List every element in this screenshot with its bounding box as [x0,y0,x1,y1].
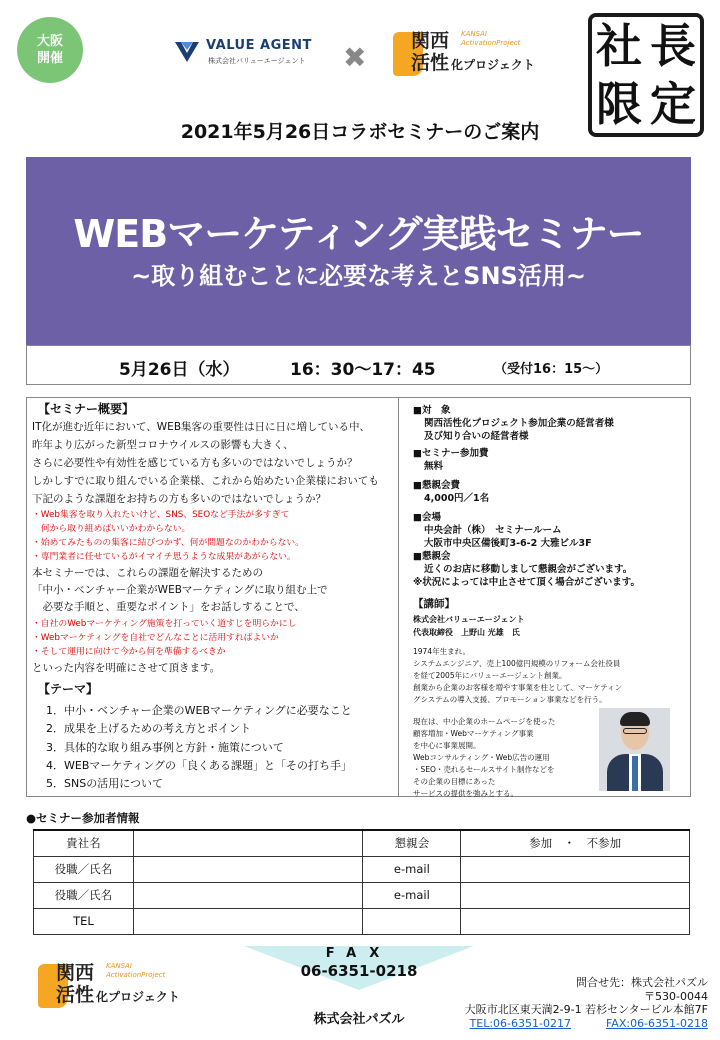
venue-line: 中央会計（株） セミナールーム [424,525,562,536]
overview-closing: といった内容を明確にさせて頂きます。 [32,662,221,674]
bio-line: システムエンジニア、売上100億円規模のリフォーム会社役員 [413,659,621,668]
party-label: ■懇親会 [413,551,451,562]
issue-line: ・始めてみたものの集客に結びつかず、何が問題なのかわからない。 [32,538,305,548]
overview-line: IT化が進む近年において、WEB集客の重要性は日に日に増している中、 [32,421,371,433]
lecturer-company: 株式会社バリューエージェント [413,615,525,624]
kansai-logo-text: 関西 活性 [411,30,450,74]
seminar-title: WEBマーケティング実践セミナー [73,212,644,256]
bio-line: を経て2005年にバリューエージェント創業。 [413,671,567,680]
kansai-logo-en: KANSAI ActivationProject [106,962,166,979]
goal-line: ・そして運用に向けて今から何を準備するべきか [32,647,226,657]
overview-line: 昨年より広がった新型コロナウイルスの影響も大きく、 [32,439,294,451]
contact-line: 〒530-0044 [644,989,708,1003]
email-label: e-mail [363,856,461,882]
email-label: e-mail [363,882,461,908]
issue-line: ・Web集客を取り入れたいけど、SNS、SEOなど手法が多すぎて [32,510,290,520]
name-field[interactable] [133,856,363,882]
overview-line: 「中小・ベンチャー企業がWEBマーケティングに取り組む上で [32,584,328,596]
lecturer-name: 代表取締役 上野山 光雄 氏 [413,628,520,637]
theme-item: 1．中小・ベンチャー企業のWEBマーケティングに必要なこと [46,704,352,717]
company-field[interactable] [133,830,363,856]
contact-tel-link[interactable]: TEL:06-6351-0217 [469,1016,571,1030]
theme-item: 3．具体的な取り組み事例と方針・施策について [46,741,284,754]
president-only-stamp: 社 長 限 定 [588,13,704,137]
party-fee-label: ■懇親会費 [413,480,460,491]
email-field[interactable] [461,882,690,908]
bio-line: 1974年生まれ。 [413,647,471,656]
participant-form [33,829,690,935]
overview-line: しかしすでに取り組んでいる企業様、これから始めたい企業様においても [32,475,379,487]
table-row [34,856,690,882]
bio-line: 顧客増加・Webマーケティング事業 [413,729,534,738]
reception-time: （受付16：15～） [494,362,609,377]
tel-label: TEL [34,908,134,934]
fee-value: 無料 [424,461,444,472]
bio-line: グシステムの導入支援、プロモーション事業などを行う。 [413,695,607,704]
fee-label: ■セミナー参加費 [413,448,489,459]
fax-label: FAX [325,946,393,961]
kansai-logo-sub: 化プロジェクト [451,58,535,72]
schedule-bar [26,345,691,385]
contact-block [465,976,708,1030]
target-line: 関西活性化プロジェクト参加企業の経営者様 [424,418,614,429]
collab-times-icon: ✖ [343,41,367,74]
party-note: ※状況によっては中止させて頂く場合がございます。 [413,577,640,588]
theme-item: 4．WEBマーケティングの「良くある課題」と「その打ち手」 [46,759,353,772]
seminar-subtitle: ~取り組むことに必要な考えとSNS活用~ [131,262,586,290]
bio-line: を中心に事業展開。 [413,741,481,750]
goal-line: ・自社のWebマーケティング施策を打っていく道すじを明らかにし [32,619,297,629]
bio-line: その企業の目標にあった [413,777,496,786]
theme-heading: 【テーマ】 [38,682,99,696]
party-attendance-field[interactable]: 参加 ・ 不参加 [461,830,690,856]
seminar-time: 16：30～17：45 [290,360,436,380]
value-agent-name: VALUE AGENT [206,38,312,53]
participant-title: ●セミナー参加者情報 [26,811,140,825]
party-line: 近くのお店に移動しまして懇親会がございます。 [424,564,633,575]
lecturer-photo [599,708,670,791]
contact-line: 問合せ先：株式会社パズル [576,976,708,989]
target-line: 及び知り合いの経営者様 [424,431,529,442]
lecturer-heading: 【講師】 [413,598,455,610]
target-label: ■対 象 [413,405,451,416]
contact-line: 大阪市北区東天満2-9-1 若杉センタービル本館7F [464,1003,708,1016]
overview-line: さらに必要性や有効性を感じている方も多いのではないでしょうか？ [32,457,358,469]
party-label-cell: 懇親会 [363,830,461,856]
kansai-logo-text: 関西 活性 [56,962,95,1006]
venue-line: 大阪市中央区備後町3-6-2 大雅ビル3F [424,538,592,549]
theme-item: 5．SNSの活用について [46,777,163,790]
empty-cell [461,908,690,934]
kansai-logo-bottom [38,962,208,1012]
table-row [34,830,690,856]
overview-line: 本セミナーでは、これらの課題を解決するための [32,567,263,579]
contact-fax-link[interactable]: FAX:06-6351-0218 [605,1016,708,1030]
seminar-banner [26,157,691,345]
tel-field[interactable] [133,908,363,934]
overview-heading: 【セミナー概要】 [38,402,135,416]
party-fee-value: 4,000円／1名 [424,493,490,504]
badge-line1: 大阪 [36,34,63,49]
goal-line: ・Webマーケティングを自社でどんなことに活用すればよいか [32,633,279,643]
kansai-logo-sub: 化プロジェクト [96,990,180,1004]
kansai-logo-top [393,30,563,80]
name-label: 役職／氏名 [34,882,134,908]
email-field[interactable] [461,856,690,882]
overview-line: 必要な手順と、重要なポイント」をお話しすることで、 [32,601,305,613]
value-agent-sub: 株式会社バリューエージェント [208,57,306,65]
overview-line: 下記のような課題をお持ちの方も多いのではないでしょうか？ [32,493,326,505]
venue-label: ■会場 [413,512,441,523]
fax-company: 株式会社パズル [313,1012,405,1027]
name-field[interactable] [133,882,363,908]
seminar-date: 5月26日（水） [119,360,240,380]
bio-line: 創業から企業のお客様を増やす事業を柱として、マーケティン [413,683,623,692]
value-agent-mark-icon [172,36,202,66]
theme-item: 2．成果を上げるための考え方とポイント [46,722,251,735]
table-row [34,908,690,934]
page-subtitle: 2021年5月26日コラボセミナーのご案内 [180,121,540,143]
column-divider [398,397,399,797]
empty-cell [363,908,461,934]
bio-line: ・SEO・売れるセールスサイト制作などを [413,765,555,774]
kansai-logo-en: KANSAI ActivationProject [461,30,521,47]
issue-line: ・専門業者に任せているがイマイチ思うような成果があがらない。 [32,552,296,562]
osaka-badge [17,17,83,83]
company-label: 貴社名 [34,830,134,856]
name-label: 役職／氏名 [34,856,134,882]
bio-line: サービスの提供を強みとする。 [413,789,518,798]
table-row [34,882,690,908]
bio-line: 現在は、中小企業のホームページを使った [413,717,556,726]
bio-line: Webコンサルティング・Web広告の運用 [413,753,550,762]
fax-number: 06-6351-0218 [300,962,418,980]
badge-line2: 開催 [36,51,63,66]
value-agent-logo [172,36,314,72]
issue-line: 何から取り組めばいいかわからない。 [32,524,191,534]
